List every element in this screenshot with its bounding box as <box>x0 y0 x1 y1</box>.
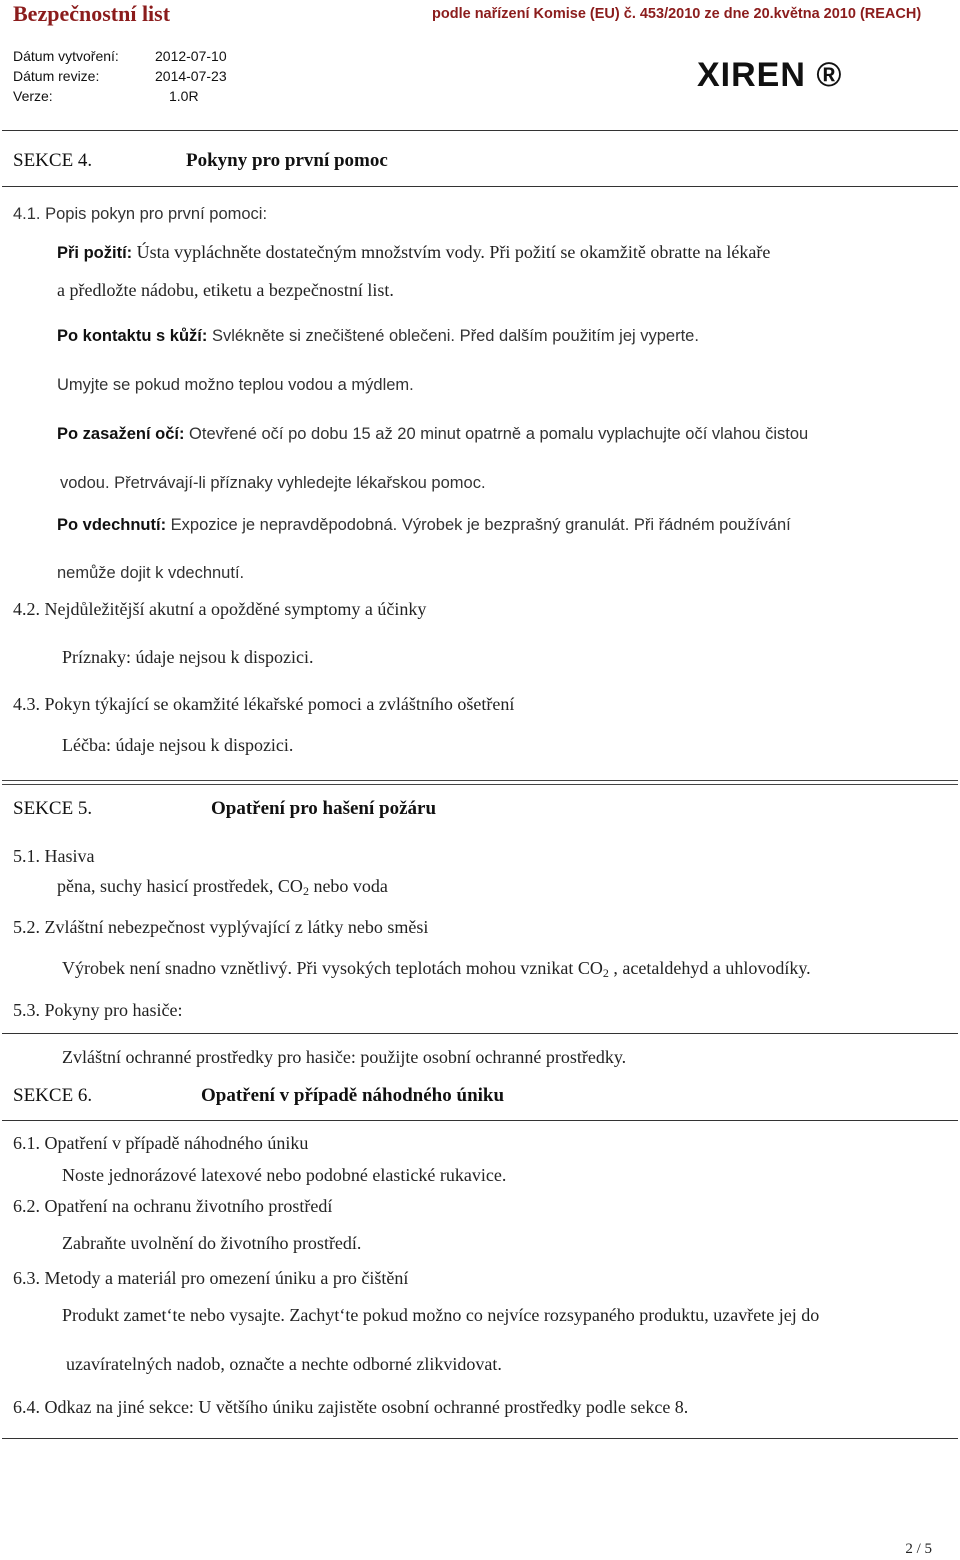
section-4-divider <box>2 186 958 187</box>
page-number: 2 / 5 <box>905 1541 932 1557</box>
section-5-number: SEKCE 5. <box>13 798 93 819</box>
created-label: Dátum vytvoření: <box>13 48 119 64</box>
section-5-3-divider <box>2 1033 958 1034</box>
ingestion-text-2: a předložte nádobu, etiketu a bezpečnostní list. <box>57 280 394 300</box>
inhalation-label: Po vdechnutí: <box>57 516 167 534</box>
section-5-divider <box>2 780 958 785</box>
product-logo: XIREN ® <box>697 56 843 94</box>
inhalation-text: Expozice je nepravděpodobná. Výrobek je bezprašný granulát. Při řádném používání <box>166 516 791 534</box>
eye-contact-text: Otevřené očí po dobu 15 až 20 minut opatrně a pomalu vyplachujte očí vlahou čistou <box>184 425 809 443</box>
containment-text-2: uzavíratelných nadob, označte a nechte odborné zlikvidovat. <box>66 1354 502 1374</box>
header-divider <box>2 130 958 131</box>
special-hazards-text: Výrobek není snadno vznětlivý. Při vysokých teplotách mohou vznikat $CO_2$ , acetaldehyd a uhlovodíky. <box>62 958 811 980</box>
containment-text-1: Produkt zamet‘te nebo vysajte. Zachyt‘te pokud možno co nejvíce rozsypaného produktu, uzavřete jej do <box>62 1305 820 1325</box>
personal-precautions-text: Noste jednorázové latexové nebo podobné elastické rukavice. <box>62 1165 507 1185</box>
skin-contact-text-2: Umyjte se pokud možno teplou vodou a mýdlem. <box>57 376 414 394</box>
regulation-reference: podle nařízení Komise (EU) č. 453/2010 ze dne 20.května 2010 (REACH) <box>432 6 922 22</box>
subsection-6-1: 6.1. Opatření v případě náhodného úniku <box>13 1133 309 1153</box>
ingestion-text: Ústa vypláchněte dostatečným množstvím vody. Při požití se okamžitě obratte na lékaře <box>132 242 771 262</box>
subsection-5-3: 5.3. Pokyny pro hasiče: <box>13 1000 183 1020</box>
created-value: 2012-07-10 <box>155 48 227 64</box>
section-5-title: Opatření pro hašení požáru <box>211 798 437 819</box>
skin-contact-label: Po kontaktu s kůží: <box>57 327 208 345</box>
version-label: Verze: <box>13 88 53 104</box>
eye-contact-label: Po zasažení očí: <box>57 425 185 443</box>
section-6-divider <box>2 1120 958 1121</box>
treatment-text: Léčba: údaje nejsou k dispozici. <box>62 735 294 755</box>
revised-value: 2014-07-23 <box>155 68 227 84</box>
eye-contact-text-2: vodou. Přetrvávají-li příznaky vyhledejte lékařskou pomoc. <box>60 474 486 492</box>
environmental-precautions-text: Zabraňte uvolnění do životního prostředí. <box>62 1233 362 1253</box>
section-6-number: SEKCE 6. <box>13 1085 93 1106</box>
subsection-5-2: 5.2. Zvláštní nebezpečnost vyplývající z látky nebo směsi <box>13 917 429 937</box>
extinguishing-media: pěna, suchy hasicí prostředek, $CO_2$ nebo voda <box>57 876 388 898</box>
subsection-4-1: 4.1. Popis pokyn pro první pomoci: <box>13 205 268 223</box>
subsection-6-2: 6.2. Opatření na ochranu životního prostředí <box>13 1196 333 1216</box>
firefighter-advice-text: Zvláštní ochranné prostředky pro hasiče: použijte osobní ochranné prostředky. <box>62 1047 627 1067</box>
section-4-number: SEKCE 4. <box>13 150 93 171</box>
section-6-title: Opatření v případě náhodného úniku <box>201 1085 505 1106</box>
ingestion-label: Při požití: <box>57 244 133 262</box>
skin-contact-line <box>57 327 699 346</box>
subsection-5-1: 5.1. Hasiva <box>13 846 95 866</box>
subsection-6-3: 6.3. Metody a materiál pro omezení úniku a pro čištění <box>13 1268 409 1288</box>
ingestion-line <box>57 242 770 263</box>
footer-divider <box>2 1438 958 1439</box>
skin-contact-text: Svlékněte si znečištené oblečeni. Před dalším použitím jej vyperte. <box>207 327 699 345</box>
symptoms-text: Príznaky: údaje nejsou k dispozici. <box>62 647 314 667</box>
inhalation-text-2: nemůže dojit k vdechnutí. <box>57 564 245 582</box>
subsection-4-3: 4.3. Pokyn týkající se okamžité lékařské pomoci a zvláštního ošetření <box>13 694 515 714</box>
section-4-title: Pokyny pro první pomoc <box>186 150 388 171</box>
subsection-4-2: 4.2. Nejdůležitější akutní a opožděné symptomy a účinky <box>13 599 427 619</box>
document-title: Bezpečnostní list <box>13 1 171 26</box>
inhalation-line <box>57 516 791 535</box>
subsection-6-4: 6.4. Odkaz na jiné sekce: U většího úniku zajistěte osobní ochranné prostředky podle sekce 8. <box>13 1397 689 1417</box>
revised-label: Dátum revize: <box>13 68 100 84</box>
eye-contact-line <box>57 425 808 444</box>
version-value: 1.0R <box>169 88 199 104</box>
